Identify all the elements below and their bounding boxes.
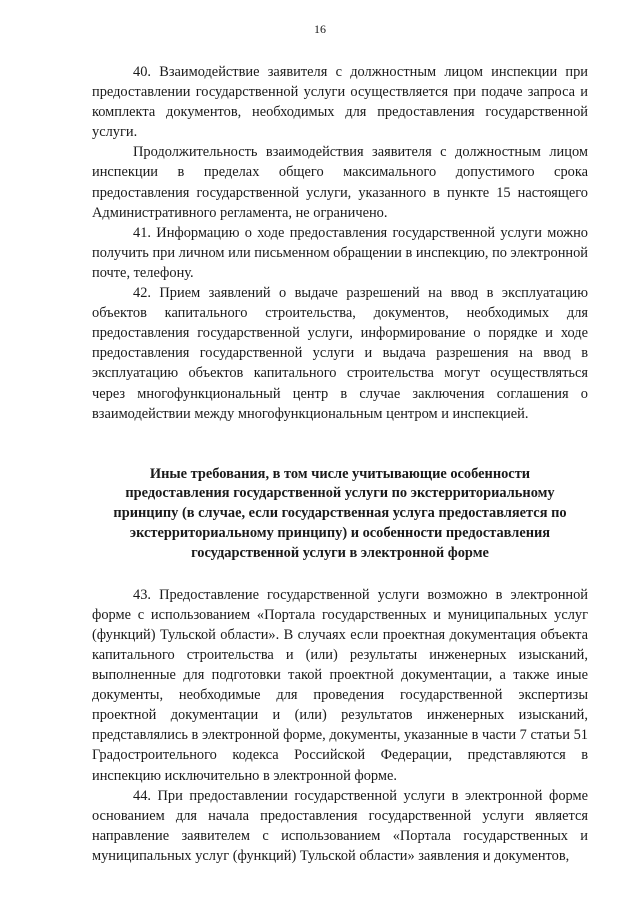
- paragraph-40: 40. Взаимодействие заявителя с должностным лицом инспекции при предоставлении государственной услуги осуществляется при подаче запроса и комплекта документов, необходимых для предоставления государственной услуги.: [92, 64, 588, 141]
- paragraph-43: 43. Предоставление государственной услуги возможно в электронной форме с использованием «Портала государственных и муниципальных услуг (функций) Тульской области». В случаях если проектная документация объекта капитального строительства и (или) результаты инженерных изысканий, выполненные для подготовки такой проектной документации, а также иные документы, необходимые для проведения государственной экспертизы проектной документации и (или) результатов инженерных изысканий, представлялись в электронной форме, документы, указанные в части 7 статьи 51 Градостроительного кодекса Российской Федерации, представляются в инспекцию исключительно в электронной форме.: [92, 586, 588, 784]
- paragraph-41: 41. Информацию о ходе предоставления государственной услуги можно получить при личном или письменном обращении в инспекцию, по электронной почте, телефону.: [92, 224, 588, 281]
- page-number: 16: [314, 22, 326, 36]
- page-body: [92, 62, 588, 866]
- paragraph-40-duration: Продолжительность взаимодействия заявителя с должностным лицом инспекции в пределах общего максимального допустимого срока предоставления государственной услуги, указанного в пункте 15 настоящего Административного регламента, не ограничено.: [92, 144, 588, 221]
- paragraph-42: 42. Прием заявлений о выдаче разрешений на ввод в эксплуатацию объектов капитального строительства, документов, необходимых для предоставления государственной услуги, информирование о порядке и ходе предоставления государственной услуги и выдача разрешения на ввод в эксплуатацию объектов капитального строительства могут осуществляться через многофункциональный центр в случае заключения соглашения о взаимодействии между многофункциональным центром и инспекцией.: [92, 285, 588, 422]
- paragraph-44: 44. При предоставлении государственной услуги в электронной форме основанием для начала предоставления государственной услуги является направление заявителем с использованием «Портала государственных и муниципальных услуг (функций) Тульской области» заявления и документов,: [92, 787, 588, 864]
- section-heading: Иные требования, в том числе учитывающие особенности предоставления государственной услуги по экстерриториальному принципу (в случае, если государственная услуга предоставляется по экстерриториальному принципу) и особенности предоставления государственной услуги в электронной форме: [113, 465, 567, 561]
